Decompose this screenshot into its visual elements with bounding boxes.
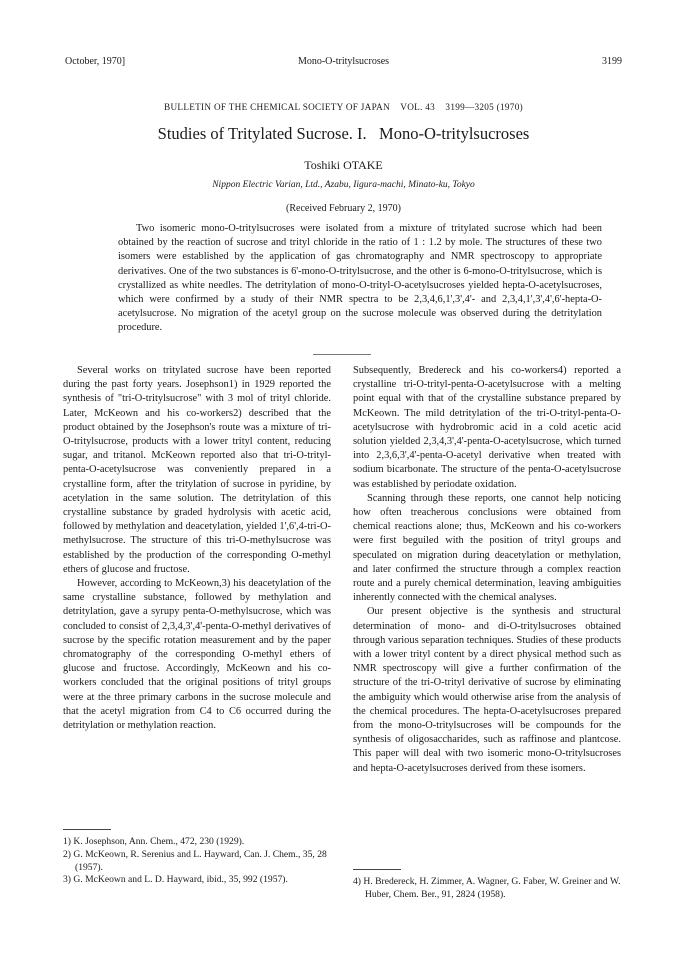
paragraph: Our present objective is the synthesis and structural determination of mono- and di-O-tritylsucroses obtained through various separation techniques. Studies of these products with a lower trityl content by a direct physical method such as NMR spectroscopy will give a further confirmation of the structure of the tri-O-trityl derivative of sucrose by eliminating the ambiguity which would otherwise arise from the analysis of the chemical procedures. The hepta-O-acetylsucroses prepared from the mono-O-tritylsucroses will be compounds for the synthesis of oligosaccharides, such as raffinose and plantcose. This paper will deal with two isomeric mono-O-tritylsucroses and hepta-O-acetylsucroses derived from these isomers. bbox=[353, 606, 621, 774]
paragraph: However, according to McKeown,3) his deacetylation of the same crystalline substance, followed by methylation and detritylation, gave a syrupy penta-O-methylsucrose, which was concluded to consist of 2,3,4,3',4'-penta-O-methyl derivatives of sucrose by the specific rotation measurement and by the paper chromatography of the corresponding O-methyl ethers of glucose and fructose. Accordingly, McKeown and his co-workers concluded that the original positions of trityl groups were at the three primary carbons in the sucrose molecule and that the acetyl migration from C4 to C6 occurred during the detritylation or methylation reaction. bbox=[63, 578, 331, 732]
author-affiliation: Nippon Electric Varian, Ltd., Azabu, Iigura-machi, Minato-ku, Tokyo bbox=[212, 180, 475, 190]
abstract bbox=[118, 222, 602, 336]
footnotes-left bbox=[63, 836, 331, 887]
author-name: Toshiki OTAKE bbox=[304, 158, 383, 172]
abstract-text: Two isomeric mono-O-tritylsucroses were isolated from a mixture of tritylated sucrose which had been obtained by the reaction of sucrose and trityl chloride in the ratio of 1 : 1.2 by mole. The structures of these two isomers were established by the application of gas chromatography and NMR spectroscopy to appropriate derivatives. One of the two substances is 6'-mono-O-tritylsucrose, and the other is 6-mono-O-tritylsucrose, which is crystallized as white needles. The detritylation of mono-O-trityl-O-acetylsucroses yielded hepta-O-acetylsucroses, which were confirmed by a study of their NMR spectra to be 2,3,4,6,1',3',4'- and 2,3,4,1',3',4',6'-hepta-O-acetylsucrose. No migration of the acetyl group on the sucrose molecule was observed during the detritylation procedure. bbox=[118, 223, 602, 334]
journal-citation-line: BULLETIN OF THE CHEMICAL SOCIETY OF JAPAN VOL. 43 3199—3205 (1970) bbox=[164, 102, 523, 112]
footnote-rule-left bbox=[63, 829, 111, 830]
paragraph: Subsequently, Bredereck and his co-workers4) reported a crystalline tri-O-trityl-penta-O-acetylsucrose with a melting point equal with that of the crystalline substance prepared by McKeown. The mild detritylation of the tri-O-trityl-penta-O-acetylsucrose with hydrobromic acid in a cold acetic acid solution yielded 2,3,4,3',4'-penta-O-acetylsucrose, which turned into 2,3,6,3',4'-penta-O-acetyl derivative when treated with sodium bicarbonate. The structure of the penta-O-acetylsucrose was established by periodate oxidation. bbox=[353, 365, 621, 490]
footnote: 3) G. McKeown and L. D. Hayward, ibid., 35, 992 (1957). bbox=[63, 874, 288, 886]
running-header-title: Mono-O-tritylsucroses bbox=[297, 56, 390, 67]
body-column-left bbox=[63, 364, 331, 733]
footnote: 2) G. McKeown, R. Serenius and L. Hayward, Can. J. Chem., 35, 28 (1957). bbox=[63, 848, 327, 873]
footnotes-right bbox=[353, 876, 621, 902]
running-header-date: October, 1970] bbox=[65, 56, 126, 67]
article-title: Studies of Tritylated Sucrose. I. Mono-O-tritylsucroses bbox=[157, 124, 530, 143]
section-divider bbox=[313, 354, 371, 355]
paragraph: Several works on tritylated sucrose have been reported during the past forty years. Josephson1) in 1929 reported the synthesis of "tri-O-tritylsucrose" with 3 mol of trityl chloride. Later, McKeown and his co-workers2) described that the product obtained by the Josephson's route was a mixture of tri-O-tritylsucrose, products with a lower trityl content, reducing sugar, and tritanol. McKeown reported also that tri-O-trityl-penta-O-acetylsucrose was conveniently prepared in a crystalline form, after the tritylation of sucrose in pyridine, by acetylation in the same solution. The detritylation of this crystalline substance by graded hydrolysis with acetic acid, followed by methylation and deacetylation, yielded 1',6',4-tri-O-methylsucrose. The structure of this tri-O-methylsucrose was established by the production of the corresponding O-methyl ethers of glucose and fructose. bbox=[63, 365, 331, 575]
footnote-rule-right bbox=[353, 869, 401, 870]
body-column-right bbox=[353, 364, 621, 776]
received-date: (Received February 2, 1970) bbox=[286, 203, 401, 214]
page-number: 3199 bbox=[602, 56, 622, 67]
paragraph: Scanning through these reports, one cannot help noticing how often treacherous conclusions were obtained from chemical reactions alone; thus, McKeown and his co-workers were first beguiled with the position of trityl groups and speculated on migration during deacetylation or methylation, and later confirmed the structure through a complex reaction route and a purely chemical determination, leaving ambiguities inherently connected with the chemical analyses. bbox=[353, 492, 621, 604]
footnote: 4) H. Bredereck, H. Zimmer, A. Wagner, G. Faber, W. Greiner and W. Huber, Chem. Ber., 91, 2824 (1958). bbox=[353, 876, 621, 900]
footnote: 1) K. Josephson, Ann. Chem., 472, 230 (1929). bbox=[63, 836, 245, 847]
